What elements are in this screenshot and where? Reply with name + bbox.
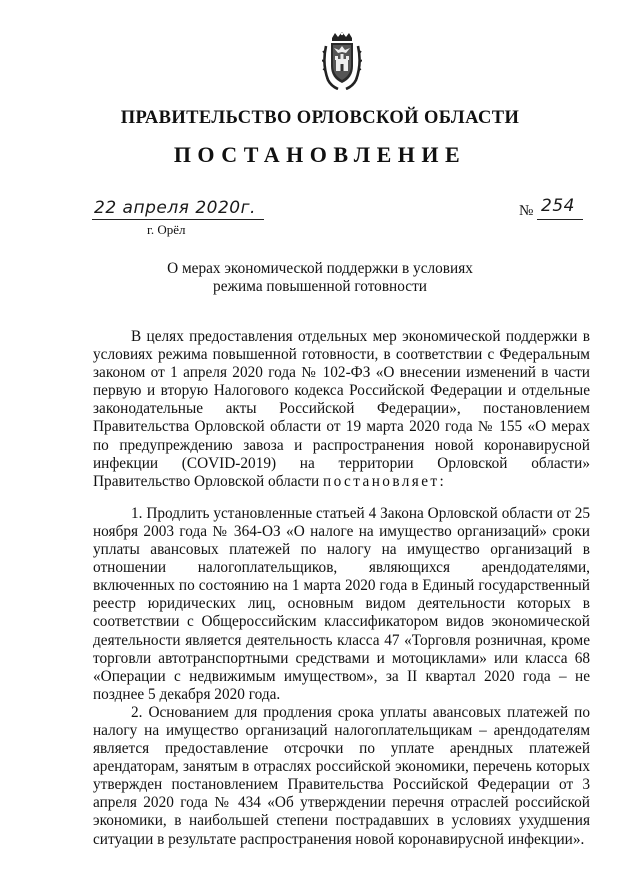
preamble-paragraph (93, 328, 590, 491)
decree-body (93, 328, 590, 849)
document-type-title: ПОСТАНОВЛЕНИЕ (173, 142, 467, 167)
city-label: г. Орёл (147, 222, 186, 237)
clause-1: 1. Продлить установленные статьей 4 Закона Орловской области от 25 ноября 2003 года № 364-ОЗ «О налоге на имущество организаций» сроки уплаты авансовых платежей по налогу на имущество организаций в отношении налогоплательщиков, являющихся арендодателями, включенных по состоянию на 1 марта 2020 года в Единый государственный реестр юридических лиц, основным видом деятельности которых в соответствии с Общероссийским классификатором видов экономической деятельности является деятельность класса 47 «Торговля розничная, кроме торговли автотранспортными средствами и мотоциклами» или класса 68 «Операции с недвижимым имуществом», за II квартал 2020 года – не позднее 5 декабря 2020 года. (93, 504, 590, 703)
number-underline (537, 219, 583, 220)
date-underline (92, 219, 264, 220)
number-label: № (519, 203, 534, 219)
resolves-word: постановляет: (323, 472, 447, 490)
handwritten-number: 254 (541, 196, 575, 216)
government-name: ПРАВИТЕЛЬСТВО ОРЛОВСКОЙ ОБЛАСТИ (120, 108, 520, 128)
clause-2: 2. Основанием для продления срока уплаты авансовых платежей по налогу на имущество организаций налогоплательщикам – арендодателям является предоставление отсрочки по уплате арендных платежей арендаторам, занятым в отраслях российской экономики, перечень которых утвержден постановлением Правительства Российской Федерации от 3 апреля 2020 года № 434 «Об утверждении перечня отраслей российской экономики, в наибольшей степени пострадавших в условиях ухудшения ситуации в результате распространения новой коронавирусной инфекции». (93, 703, 590, 848)
handwritten-date: 22 апреля 2020г. (94, 198, 256, 218)
coat-of-arms-emblem (322, 32, 362, 90)
subject-line-1: О мерах экономической поддержки в условиях (167, 260, 473, 277)
preamble-text: В целях предоставления отдельных мер экономической поддержки в условиях режима повышенной готовности, в соответствии с Федеральным законом от 1 апреля 2020 года № 102-ФЗ «О внесении изменений в части первую и вторую Налогового кодекса Российской Федерации и отдельные законодательные акты Российской Федерации», постановлением Правительства Орловской области от 19 марта 2020 года № 155 «О мерах по предупреждению завоза и распространения новой коронавирусной инфекции (COVID-2019) на территории Орловской области» Правительство Орловской области (93, 328, 590, 490)
subject-line-2: режима повышенной готовности (213, 278, 427, 295)
decree-subject (0, 260, 640, 296)
